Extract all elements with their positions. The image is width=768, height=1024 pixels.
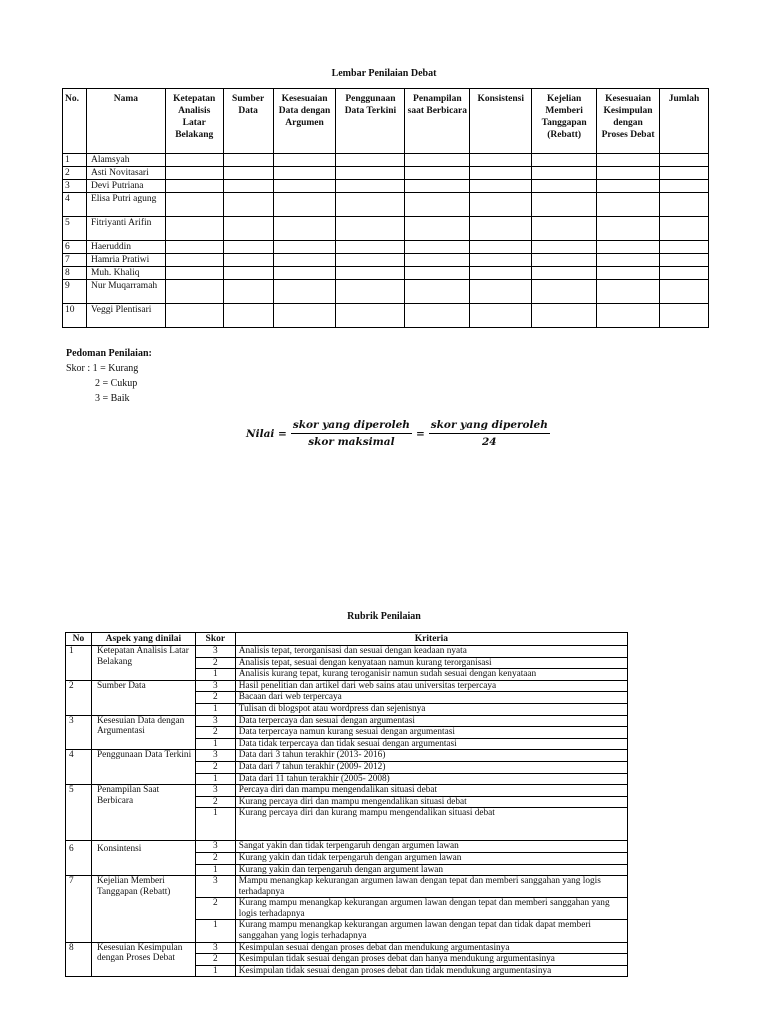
student-name: Nur Muqarramah xyxy=(86,280,165,304)
score-cell xyxy=(532,193,597,217)
score-cell xyxy=(405,180,470,193)
rubric-aspect: Kejelian Memberi Tanggapan (Rebatt) xyxy=(91,876,195,943)
score-cell xyxy=(660,241,709,254)
score-cell xyxy=(597,167,660,180)
rubric-criteria: Kesimpulan tidak sesuai dengan proses debat dan hanya mendukung argumentasinya xyxy=(235,954,627,966)
score-cell xyxy=(273,180,336,193)
score-cell xyxy=(470,167,532,180)
student-row xyxy=(63,154,709,167)
rubric-criteria: Percaya diri dan mampu mengendalikan situasi debat xyxy=(235,785,627,797)
rubric-criteria: Data dari 11 tahun terakhir (2005- 2008) xyxy=(235,773,627,785)
student-no: 3 xyxy=(63,180,87,193)
score-cell xyxy=(470,304,532,328)
score-cell xyxy=(405,241,470,254)
score-cell xyxy=(223,280,273,304)
scoring-guide xyxy=(66,346,366,406)
rubric-row xyxy=(66,876,628,898)
score-cell xyxy=(660,280,709,304)
score-cell xyxy=(223,217,273,241)
rubric-row xyxy=(66,750,628,762)
rubric-header-aspect: Aspek yang dinilai xyxy=(91,633,195,646)
rubric-criteria: Kurang percaya diri dan kurang mampu mengendalikan situasi debat xyxy=(235,808,627,841)
rubric-score: 1 xyxy=(195,864,235,876)
rubric-score: 3 xyxy=(195,942,235,954)
student-row xyxy=(63,267,709,280)
fraction-1-denominator: skor maksimal xyxy=(308,436,395,448)
fraction-2-numerator: skor yang diperoleh xyxy=(429,419,550,434)
score-cell xyxy=(273,217,336,241)
guide-line-3: 3 = Baik xyxy=(95,393,130,404)
rubric-score: 2 xyxy=(195,657,235,669)
score-cell xyxy=(470,193,532,217)
score-cell xyxy=(165,154,223,167)
guide-heading: Pedoman Penilaian: xyxy=(66,348,152,359)
rubric-aspect: Penampilan Saat Berbicara xyxy=(91,785,195,841)
student-row xyxy=(63,241,709,254)
score-cell xyxy=(273,241,336,254)
score-cell xyxy=(223,254,273,267)
rubric-no: 5 xyxy=(66,785,92,841)
rubric-criteria: Data dari 7 tahun terakhir (2009- 2012) xyxy=(235,761,627,773)
score-cell xyxy=(165,193,223,217)
student-row xyxy=(63,180,709,193)
rubric-no: 8 xyxy=(66,942,92,977)
score-cell xyxy=(223,267,273,280)
rubric-score: 1 xyxy=(195,669,235,681)
header-kesesuaian-data: Kesesuaian Data dengan Argumen xyxy=(273,89,336,154)
header-ketepatan: Ketepatan Analisis Latar Belakang xyxy=(165,89,223,154)
score-cell xyxy=(660,167,709,180)
score-cell xyxy=(660,180,709,193)
score-cell xyxy=(597,280,660,304)
score-cell xyxy=(597,193,660,217)
score-cell xyxy=(165,254,223,267)
score-cell xyxy=(165,280,223,304)
score-cell xyxy=(660,304,709,328)
score-cell xyxy=(532,180,597,193)
score-cell xyxy=(273,254,336,267)
score-cell xyxy=(223,304,273,328)
rubric-row xyxy=(66,841,628,853)
header-name: Nama xyxy=(86,89,165,154)
rubric-score: 1 xyxy=(195,703,235,715)
student-name: Muh. Khaliq xyxy=(86,267,165,280)
sheet-title: Lembar Penilaian Debat xyxy=(331,68,437,79)
score-cell xyxy=(405,167,470,180)
rubric-score: 1 xyxy=(195,965,235,977)
score-cell xyxy=(660,193,709,217)
rubric-score: 3 xyxy=(195,785,235,797)
student-no: 10 xyxy=(63,304,87,328)
rubric-no: 2 xyxy=(66,680,92,715)
score-cell xyxy=(660,254,709,267)
student-name: Elisa Putri agung xyxy=(86,193,165,217)
header-konsistensi: Konsistensi xyxy=(470,89,532,154)
score-cell xyxy=(405,267,470,280)
rubric-criteria: Kurang yakin dan tidak terpengaruh dengan argumen lawan xyxy=(235,852,627,864)
rubric-criteria: Analisis tepat, terorganisasi dan sesuai dengan keadaan nyata xyxy=(235,646,627,658)
rubric-score: 2 xyxy=(195,954,235,966)
score-cell xyxy=(223,241,273,254)
rubric-score: 1 xyxy=(195,773,235,785)
rubric-criteria: Kurang yakin dan terpengaruh dengan argument lawan xyxy=(235,864,627,876)
score-cell xyxy=(532,167,597,180)
student-name: Veggi Plentisari xyxy=(86,304,165,328)
rubric-score: 3 xyxy=(195,841,235,853)
student-no: 7 xyxy=(63,254,87,267)
score-cell xyxy=(532,304,597,328)
student-name: Devi Putriana xyxy=(86,180,165,193)
score-cell xyxy=(336,304,405,328)
rubric-criteria: Bacaan dari web terpercaya xyxy=(235,692,627,704)
score-cell xyxy=(223,167,273,180)
score-cell xyxy=(273,304,336,328)
rubric-row xyxy=(66,715,628,727)
rubric-criteria: Kurang percaya diri dan mampu mengendalikan situasi debat xyxy=(235,796,627,808)
score-cell xyxy=(336,193,405,217)
rubric-criteria: Kesimpulan sesuai dengan proses debat dan mendukung argumentasinya xyxy=(235,942,627,954)
rubric-table xyxy=(65,632,628,977)
rubric-score: 2 xyxy=(195,898,235,920)
score-cell xyxy=(470,180,532,193)
fraction-1 xyxy=(291,419,412,448)
score-cell xyxy=(470,241,532,254)
score-cell xyxy=(165,217,223,241)
rubric-score: 3 xyxy=(195,750,235,762)
student-no: 1 xyxy=(63,154,87,167)
grade-formula xyxy=(246,419,550,448)
header-penampilan: Penampilan saat Berbicara xyxy=(405,89,470,154)
score-cell xyxy=(660,267,709,280)
score-cell xyxy=(165,267,223,280)
student-row xyxy=(63,167,709,180)
student-no: 2 xyxy=(63,167,87,180)
rubric-row xyxy=(66,680,628,692)
score-cell xyxy=(165,180,223,193)
rubric-table-body xyxy=(66,646,628,977)
score-table-body xyxy=(63,154,709,328)
score-cell xyxy=(165,167,223,180)
score-cell xyxy=(273,267,336,280)
score-cell xyxy=(405,254,470,267)
student-name: Alamsyah xyxy=(86,154,165,167)
rubric-aspect: Penggunaan Data Terkini xyxy=(91,750,195,785)
rubric-criteria: Mampu menangkap kekurangan argumen lawan dengan tepat dan memberi sanggahan yang logis terhadapnya xyxy=(235,876,627,898)
rubric-score: 3 xyxy=(195,715,235,727)
rubric-aspect: Kesesuian Data dengan Argumentasi xyxy=(91,715,195,750)
rubric-criteria: Data dari 3 tahun terakhir (2013- 2016) xyxy=(235,750,627,762)
score-cell xyxy=(223,154,273,167)
student-name: Haeruddin xyxy=(86,241,165,254)
score-cell xyxy=(597,154,660,167)
student-row xyxy=(63,254,709,267)
header-penggunaan: Penggunaan Data Terkini xyxy=(336,89,405,154)
rubric-aspect: Ketepatan Analisis Latar Belakang xyxy=(91,646,195,681)
rubric-row xyxy=(66,785,628,797)
score-cell xyxy=(532,217,597,241)
rubric-score: 2 xyxy=(195,727,235,739)
score-cell xyxy=(470,267,532,280)
score-cell xyxy=(336,167,405,180)
rubric-row xyxy=(66,646,628,658)
rubric-criteria: Hasil penelitian dan artikel dari web sains atau universitas terpercaya xyxy=(235,680,627,692)
score-cell xyxy=(597,254,660,267)
rubric-header-criteria: Kriteria xyxy=(235,633,627,646)
formula-lhs: Nilai = xyxy=(246,427,287,440)
rubric-score: 1 xyxy=(195,738,235,750)
rubric-no: 3 xyxy=(66,715,92,750)
fraction-1-numerator: skor yang diperoleh xyxy=(291,419,412,434)
score-cell xyxy=(660,154,709,167)
score-cell xyxy=(223,180,273,193)
rubric-no: 1 xyxy=(66,646,92,681)
rubric-criteria: Kesimpulan tidak sesuai dengan proses debat dan tidak mendukung argumentasinya xyxy=(235,965,627,977)
student-name: Asti Novitasari xyxy=(86,167,165,180)
rubric-title: Rubrik Penilaian xyxy=(347,611,421,622)
score-cell xyxy=(165,304,223,328)
score-cell xyxy=(223,193,273,217)
score-cell xyxy=(660,217,709,241)
formula-equals: = xyxy=(415,427,425,440)
rubric-no: 4 xyxy=(66,750,92,785)
fraction-2 xyxy=(429,419,550,448)
guide-line-1: Skor : 1 = Kurang xyxy=(66,363,139,374)
score-cell xyxy=(532,254,597,267)
student-no: 6 xyxy=(63,241,87,254)
header-kejelian: Kejelian Memberi Tanggapan (Rebatt) xyxy=(532,89,597,154)
score-cell xyxy=(336,180,405,193)
rubric-aspect: Konsintensi xyxy=(91,841,195,876)
score-cell xyxy=(532,241,597,254)
rubric-criteria: Analisis kurang tepat, kurang teroganisir namun sudah sesuai dengan kenyataan xyxy=(235,669,627,681)
student-no: 8 xyxy=(63,267,87,280)
score-cell xyxy=(405,304,470,328)
score-cell xyxy=(597,217,660,241)
score-cell xyxy=(597,304,660,328)
fraction-2-denominator: 24 xyxy=(481,436,497,448)
header-kesimpulan: Kesesuaian Kesimpulan dengan Proses Debat xyxy=(597,89,660,154)
rubric-criteria: Kurang mampu menangkap kekurangan argumen lawan dengan tepat dan tidak dapat memberi sanggahan yang logis terhadapnya xyxy=(235,920,627,942)
rubric-score: 2 xyxy=(195,692,235,704)
score-cell xyxy=(597,180,660,193)
student-row xyxy=(63,304,709,328)
student-row xyxy=(63,193,709,217)
header-jumlah: Jumlah xyxy=(660,89,709,154)
header-no: No. xyxy=(63,89,87,154)
rubric-criteria: Data tidak terpercaya dan tidak sesuai dengan argumentasi xyxy=(235,738,627,750)
rubric-header-no: No xyxy=(66,633,92,646)
score-cell xyxy=(470,154,532,167)
score-cell xyxy=(273,154,336,167)
score-cell xyxy=(597,267,660,280)
score-cell xyxy=(273,280,336,304)
score-cell xyxy=(336,267,405,280)
rubric-score: 1 xyxy=(195,808,235,841)
rubric-aspect: Sumber Data xyxy=(91,680,195,715)
score-cell xyxy=(405,280,470,304)
score-cell xyxy=(470,217,532,241)
score-table-header xyxy=(63,89,709,154)
rubric-criteria: Analisis tepat, sesuai dengan kenyataan namun kurang terorganisasi xyxy=(235,657,627,669)
rubric-header xyxy=(66,633,628,646)
rubric-no: 7 xyxy=(66,876,92,943)
guide-line-2: 2 = Cukup xyxy=(95,378,138,389)
student-row xyxy=(63,280,709,304)
rubric-row xyxy=(66,942,628,954)
score-cell xyxy=(405,193,470,217)
score-table xyxy=(62,88,709,328)
rubric-criteria: Sangat yakin dan tidak terpengaruh dengan argumen lawan xyxy=(235,841,627,853)
student-name: Hamria Pratiwi xyxy=(86,254,165,267)
score-cell xyxy=(405,217,470,241)
student-name: Fitriyanti Arifin xyxy=(86,217,165,241)
score-cell xyxy=(273,167,336,180)
rubric-criteria: Data terpercaya namun kurang sesuai dengan argumentasi xyxy=(235,727,627,739)
score-cell xyxy=(336,241,405,254)
score-cell xyxy=(336,280,405,304)
student-row xyxy=(63,217,709,241)
score-cell xyxy=(405,154,470,167)
student-no: 4 xyxy=(63,193,87,217)
student-no: 9 xyxy=(63,280,87,304)
header-sumber: Sumber Data xyxy=(223,89,273,154)
score-cell xyxy=(470,280,532,304)
score-cell xyxy=(165,241,223,254)
student-no: 5 xyxy=(63,217,87,241)
score-cell xyxy=(336,254,405,267)
rubric-score: 1 xyxy=(195,920,235,942)
rubric-criteria: Data terpercaya dan sesuai dengan argumentasi xyxy=(235,715,627,727)
rubric-criteria: Kurang mampu menangkap kekurangan argumen lawan dengan tepat dan memberi sanggahan yang logis terhadapnya xyxy=(235,898,627,920)
rubric-score: 2 xyxy=(195,761,235,773)
rubric-score: 3 xyxy=(195,876,235,898)
rubric-score: 3 xyxy=(195,646,235,658)
rubric-score: 2 xyxy=(195,796,235,808)
score-cell xyxy=(532,154,597,167)
rubric-score: 2 xyxy=(195,852,235,864)
score-cell xyxy=(273,193,336,217)
rubric-header-score: Skor xyxy=(195,633,235,646)
rubric-score: 3 xyxy=(195,680,235,692)
score-cell xyxy=(336,154,405,167)
score-cell xyxy=(597,241,660,254)
rubric-criteria: Tulisan di blogspot atau wordpress dan sejenisnya xyxy=(235,703,627,715)
rubric-aspect: Kesesuian Kesimpulan dengan Proses Debat xyxy=(91,942,195,977)
score-cell xyxy=(470,254,532,267)
score-cell xyxy=(336,217,405,241)
rubric-no: 6 xyxy=(66,841,92,876)
score-cell xyxy=(532,267,597,280)
score-cell xyxy=(532,280,597,304)
